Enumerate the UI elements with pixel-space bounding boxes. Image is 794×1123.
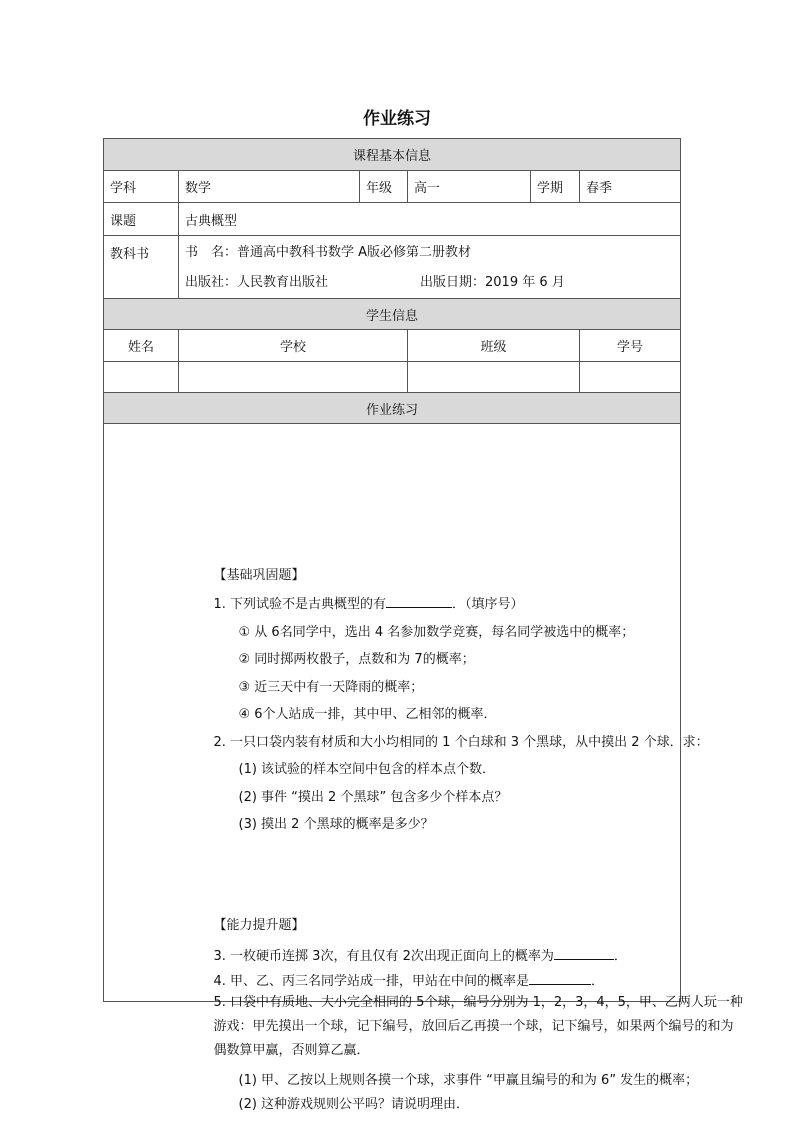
question-2-part-2: (2) 事件 “摸出 2 个黑球” 包含多少个样本点？: [238, 789, 508, 805]
question-5-part-2: (2) 这种游戏规则公平吗？请说明理由．: [238, 1096, 470, 1112]
topic-label: 课题: [104, 203, 179, 236]
question-1: [214, 593, 524, 612]
advanced-section-title: 【能力提升题】: [213, 917, 305, 933]
book-name-line: 书 名：普通高中教科书数学 A版必修第二册教材: [185, 244, 472, 260]
question-4-tail: ．: [591, 973, 605, 989]
topic-value: 古典概型: [179, 203, 681, 236]
textbook-row: [104, 236, 681, 299]
question-3: [214, 945, 627, 964]
homework-sheet-table: [103, 138, 743, 1112]
grade-label: 年级: [360, 171, 408, 203]
question-5-line-2: 游戏：甲先摸出一个球，记下编号，放回后乙再摸一个球，记下编号，如果两个编号的和为: [213, 1018, 734, 1034]
term-value: 春季: [580, 171, 681, 203]
publish-date-text: 出版日期：2019 年 6 月: [420, 274, 565, 290]
course-meta-row: [104, 171, 681, 203]
question-2-part-3: (3) 摸出 2 个黑球的概率是多少？: [238, 816, 434, 832]
term-label: 学期: [531, 171, 580, 203]
question-2-stem: 2. 一只口袋内装有材质和大小均相同的 1 个白球和 3 个黑球，从中摸出 2 个球．求：: [213, 734, 709, 750]
publisher-text: 出版社：人民教育出版社: [185, 274, 329, 290]
question-1-option-4: ④ 6个人站成一排，其中甲、乙相邻的概率．: [238, 706, 497, 722]
question-5-line-1: 5. 口袋中有质地、大小完全相同的 5个球，编号分别为 1，2，3，4，5，甲、乙两人玩一种: [213, 994, 743, 1010]
class-entry-cell[interactable]: [408, 362, 580, 393]
grade-value: 高一: [408, 171, 531, 203]
class-column-header: 班级: [408, 330, 580, 362]
topic-row: [104, 203, 681, 236]
question-5-part-1: (1) 甲、乙按以上规则各摸一个球，求事件 “甲赢且编号的和为 6” 发生的概率；: [238, 1072, 699, 1088]
question-1-blank: [386, 595, 452, 608]
textbook-details: [179, 236, 681, 299]
question-1-tail: ．（填序号）: [452, 596, 524, 612]
subject-label: 学科: [104, 171, 179, 203]
school-entry-cell[interactable]: [179, 362, 408, 393]
question-2-part-1: (1) 该试验的样本空间中包含的样本点个数．: [238, 761, 496, 777]
question-3-tail: ．: [613, 948, 627, 964]
student-info-header: 学生信息: [104, 299, 681, 330]
student-info-entry-row: [104, 362, 681, 393]
question-3-blank: [554, 947, 614, 960]
student-id-column-header: 学号: [580, 330, 681, 362]
document-title: 作业练习: [363, 109, 431, 129]
school-column-header: 学校: [179, 330, 408, 362]
question-4-text: 4. 甲、乙、丙三名同学站成一排，甲站在中间的概率是: [213, 973, 530, 989]
question-5-line-3: 偶数算甲赢，否则算乙赢．: [213, 1042, 370, 1058]
course-info-header: 课程基本信息: [104, 139, 681, 171]
name-column-header: 姓名: [104, 330, 179, 362]
publisher-date-line: [185, 268, 674, 298]
question-3-text: 3. 一枚硬币连掷 3次，有且仅有 2次出现正面向上的概率为: [213, 948, 554, 964]
student-info-columns: [104, 330, 681, 362]
question-4-blank: [529, 972, 591, 985]
question-5: [214, 991, 782, 1063]
question-1-stem: 1. 下列试验不是古典概型的有: [213, 596, 387, 612]
question-1-option-3: ③ 近三天中有一天降雨的概率；: [238, 679, 424, 695]
homework-header: 作业练习: [104, 393, 681, 424]
question-1-option-2: ② 同时掷两枚骰子，点数和为 7的概率；: [238, 651, 475, 667]
textbook-label: 教科书: [104, 236, 179, 299]
basic-section-title: 【基础巩固题】: [213, 567, 305, 583]
name-entry-cell[interactable]: [104, 362, 179, 393]
question-1-option-1: ① 从 6名同学中，选出 4 名参加数学竞赛，每名同学被选中的概率；: [238, 624, 635, 640]
homework-content: [104, 424, 743, 1112]
student-id-entry-cell[interactable]: [580, 362, 681, 393]
subject-value: 数学: [179, 171, 360, 203]
question-4: [214, 970, 605, 989]
